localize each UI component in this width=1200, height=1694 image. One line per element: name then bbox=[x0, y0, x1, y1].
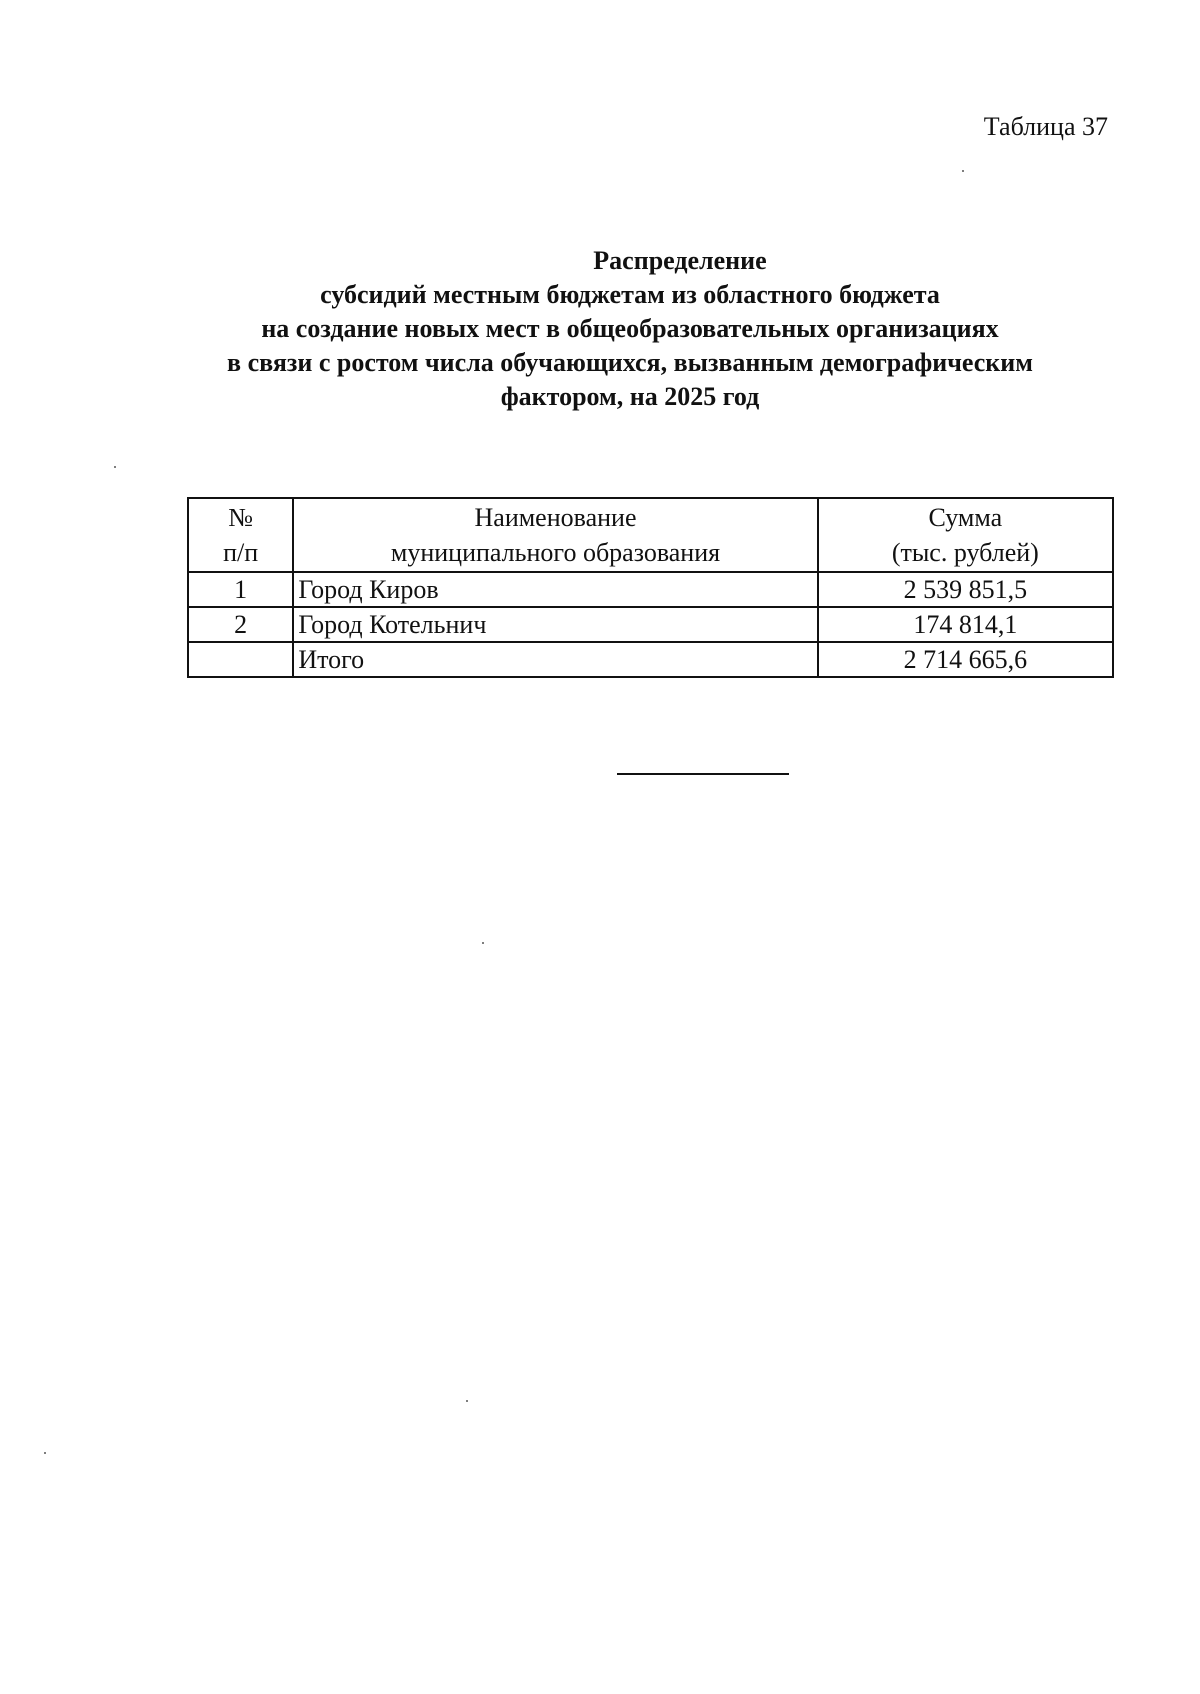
row-name: Итого bbox=[293, 642, 817, 677]
scan-speck bbox=[466, 1400, 468, 1402]
heading-line: субсидий местным бюджетам из областного бюджета bbox=[320, 280, 940, 309]
scan-speck bbox=[114, 466, 116, 468]
table-number: Таблица 37 bbox=[983, 112, 1108, 141]
scan-speck bbox=[962, 170, 964, 172]
header-name-line: Наименование bbox=[474, 503, 637, 532]
header-sum-line: (тыс. рублей) bbox=[891, 538, 1039, 567]
header-name-line: муниципального образования bbox=[390, 538, 721, 567]
heading-line: на создание новых мест в общеобразовательных организациях bbox=[261, 314, 999, 343]
scan-speck bbox=[482, 942, 484, 944]
table-header-row bbox=[188, 498, 1113, 572]
row-num: 1 bbox=[188, 572, 293, 607]
table-row bbox=[188, 607, 1113, 642]
header-sum-line: Сумма bbox=[928, 503, 1003, 532]
row-sum: 2 539 851,5 bbox=[818, 572, 1113, 607]
header-num-line: п/п bbox=[223, 538, 259, 567]
header-name bbox=[293, 498, 817, 572]
row-num bbox=[188, 642, 293, 677]
header-sum bbox=[818, 498, 1113, 572]
end-divider-line bbox=[617, 773, 789, 775]
heading-line: в связи с ростом числа обучающихся, вызванным демографическим bbox=[227, 348, 1033, 377]
total-row bbox=[188, 642, 1113, 677]
header-num-line: № bbox=[228, 503, 254, 532]
header-num bbox=[188, 498, 293, 572]
table-row bbox=[188, 572, 1113, 607]
heading-line: фактором, на 2025 год bbox=[500, 382, 760, 411]
row-name: Город Котельнич bbox=[293, 607, 817, 642]
row-name: Город Киров bbox=[293, 572, 817, 607]
heading-line: Распределение bbox=[593, 246, 767, 275]
subsidy-table bbox=[187, 497, 1114, 678]
row-sum: 174 814,1 bbox=[818, 607, 1113, 642]
scan-speck bbox=[44, 1452, 46, 1454]
row-num: 2 bbox=[188, 607, 293, 642]
document-heading bbox=[150, 244, 1110, 414]
row-sum: 2 714 665,6 bbox=[818, 642, 1113, 677]
